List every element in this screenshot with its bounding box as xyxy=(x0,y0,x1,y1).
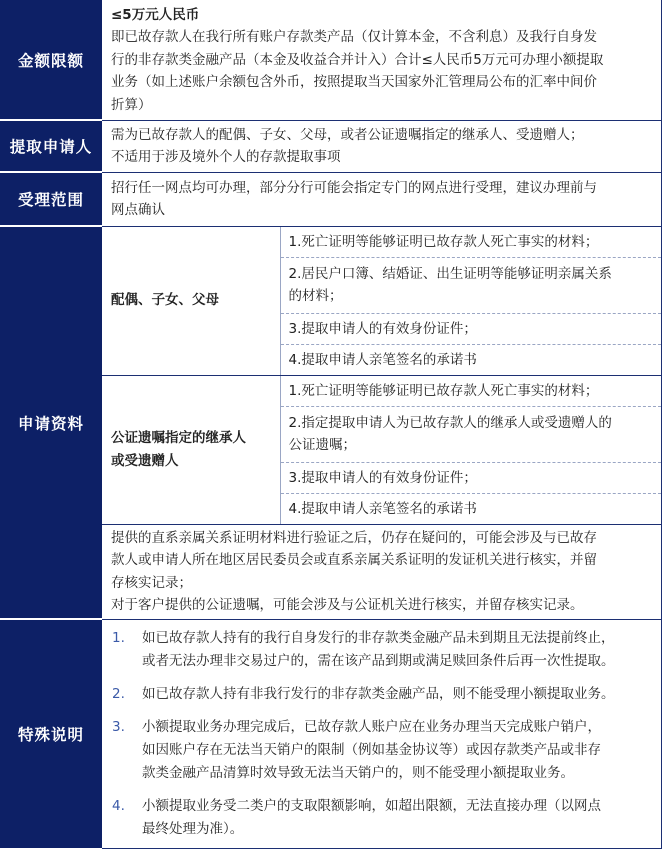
special-item xyxy=(110,683,653,706)
content-materials xyxy=(102,226,662,619)
material-item xyxy=(280,406,661,462)
special-item-text xyxy=(142,683,653,706)
text-line: 款人或申请人所在地区居民委员会或直系亲属关系证明的发证机关进行核实，并留 xyxy=(111,552,597,568)
label-materials: 申请资料 xyxy=(0,226,102,619)
materials-note xyxy=(102,524,661,619)
special-item xyxy=(110,716,653,785)
text-line: 折算） xyxy=(111,96,152,113)
row-scope xyxy=(0,172,662,226)
material-item xyxy=(280,227,661,258)
text-line: 对于客户提供的公证遗嘱，可能会涉及与公证机关进行核实，并留存核实记录。 xyxy=(111,597,584,613)
text-line: 业务（如上述账户余额包含外币，按照提取当天国家外汇管理局公布的汇率中间价 xyxy=(111,74,597,90)
materials-item-row xyxy=(102,375,661,406)
row-applicant xyxy=(0,120,662,172)
label-amount-limit: 金额限额 xyxy=(0,0,102,120)
row-materials xyxy=(0,226,662,619)
text-line: 1.死亡证明等能够证明已故存款人死亡事实的材料； xyxy=(288,233,599,250)
text-line: 1.死亡证明等能够证明已故存款人死亡事实的材料； xyxy=(288,382,599,399)
amount-limit-title: ≤5万元人民币 xyxy=(111,6,200,23)
label-applicant: 提取申请人 xyxy=(0,120,102,172)
special-item-number: 4. xyxy=(112,797,125,814)
row-amount-limit xyxy=(0,0,662,120)
materials-item-row xyxy=(102,227,661,258)
content-amount-limit xyxy=(102,0,662,120)
special-item-text xyxy=(142,716,653,785)
material-item xyxy=(280,375,661,406)
special-item-number: 2. xyxy=(112,685,125,702)
special-item-text xyxy=(142,627,653,673)
text-line: 招行任一网点均可办理，部分分行可能会指定专门的网点进行受理，建议办理前与 xyxy=(111,179,597,196)
group-name-line: 或受遗赠人 xyxy=(111,452,179,469)
material-item xyxy=(280,462,661,493)
text-line: 最终处理为准）。 xyxy=(142,820,244,837)
text-line: 4.提取申请人亲笔签名的承诺书 xyxy=(288,500,477,517)
special-item-text xyxy=(142,795,653,841)
text-line: 不适用于涉及境外个人的存款提取事项 xyxy=(111,149,341,165)
text-line: 或者无法办理非交易过户的，需在该产品到期或满足赎回条件后再一次性提取。 xyxy=(142,652,615,669)
text-line: 行的非存款类金融产品（本金及收益合并计入）合计≤人民币5万元可办理小额提取 xyxy=(111,51,604,68)
text-line: 3.提取申请人的有效身份证件； xyxy=(288,469,477,486)
group-name-line: 公证遗嘱指定的继承人 xyxy=(111,429,246,446)
text-line: 公证遗嘱； xyxy=(288,437,356,453)
special-item xyxy=(110,627,653,673)
special-item-number: 3. xyxy=(112,718,125,735)
text-line: 如已故存款人持有非我行发行的非存款类金融产品，则不能受理小额提取业务。 xyxy=(142,685,615,702)
group-name-family xyxy=(102,227,280,376)
content-special xyxy=(102,619,662,848)
group-name-line: 配偶、子女、父母 xyxy=(111,292,219,308)
text-line: 3.提取申请人的有效身份证件； xyxy=(288,320,477,337)
text-line: 网点确认 xyxy=(111,202,165,218)
text-line: 4.提取申请人亲笔签名的承诺书 xyxy=(288,351,477,368)
text-line: 小额提取业务办理完成后，已故存款人账户应在业务办理当天完成账户销户， xyxy=(142,718,601,735)
group-name-will-heir xyxy=(102,375,280,524)
label-special: 特殊说明 xyxy=(0,619,102,848)
special-item-number: 1. xyxy=(112,629,125,646)
text-line: 2.居民户口簿、结婚证、出生证明等能够证明亲属关系 xyxy=(288,266,612,282)
text-line: 款类金融产品清算时效导致无法当天销户的，则不能受理小额提取业务。 xyxy=(142,764,574,781)
special-item xyxy=(110,795,653,841)
content-applicant xyxy=(102,120,662,172)
text-line: 即已故存款人在我行所有账户存款类产品（仅计算本金，不含利息）及我行自身发 xyxy=(111,29,597,45)
text-line: 的材料； xyxy=(288,288,343,304)
content-scope xyxy=(102,172,662,226)
material-item xyxy=(280,344,661,375)
materials-note-row xyxy=(102,524,661,619)
text-line: 如已故存款人持有的我行自身发行的非存款类金融产品未到期且无法提前终止， xyxy=(142,629,615,646)
material-item xyxy=(280,257,661,313)
label-scope: 受理范围 xyxy=(0,172,102,226)
material-item xyxy=(280,313,661,344)
row-special xyxy=(0,619,662,848)
text-line: 需为已故存款人的配偶、子女、父母，或者公证遗嘱指定的继承人、受遗赠人； xyxy=(111,126,584,143)
text-line: 存核实记录； xyxy=(111,574,192,591)
material-item xyxy=(280,493,661,524)
text-line: 提供的直系亲属关系证明材料进行验证之后，仍存在疑问的，可能会涉及与已故存 xyxy=(111,529,597,546)
text-line: 小额提取业务受二类户的支取限额影响，如超出限额，无法直接办理（以网点 xyxy=(142,797,601,814)
text-line: 2.指定提取申请人为已故存款人的继承人或受遗赠人的 xyxy=(288,415,612,431)
text-line: 如因账户存在无法当天销户的限制（例如基金协议等）或因存款类产品或非存 xyxy=(142,741,601,758)
materials-table xyxy=(102,227,661,619)
